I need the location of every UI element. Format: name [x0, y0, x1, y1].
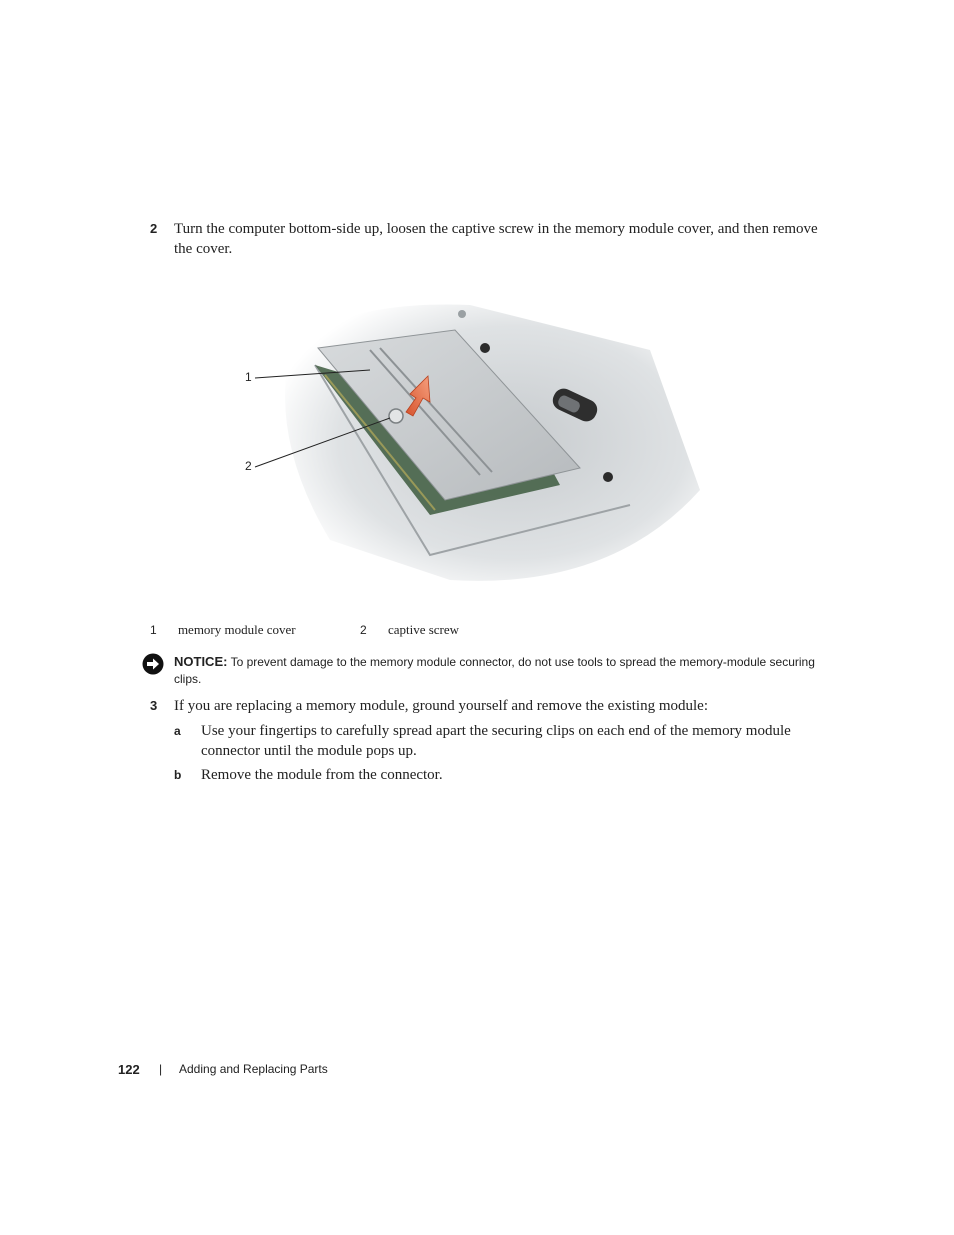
step-number: 2	[150, 221, 158, 236]
substep-a	[174, 721, 820, 761]
page-number: 122	[118, 1062, 140, 1077]
notice-box	[142, 653, 822, 688]
substep-text: Use your fingertips to carefully spread apart the securing clips on each end of the memory module connector until the module pops up.	[201, 723, 791, 759]
notice-arrow-icon	[142, 653, 164, 675]
step-text: Turn the computer bottom-side up, loosen the captive screw in the memory module cover, and then remove the cover.	[174, 221, 818, 257]
laptop-bottom-drawing	[230, 290, 710, 610]
legend-number: 1	[150, 623, 157, 637]
step-text: If you are replacing a memory module, ground yourself and remove the existing module:	[174, 698, 709, 714]
substep-letter: b	[174, 768, 182, 782]
notice-text: To prevent damage to the memory module connector, do not use tools to spread the memory-module securing clips.	[174, 655, 815, 686]
substep-letter: a	[174, 724, 181, 738]
step-number: 3	[150, 698, 158, 713]
footer-section-title: Adding and Replacing Parts	[179, 1062, 328, 1076]
notice-body	[174, 653, 822, 688]
substep-b	[174, 765, 820, 785]
legend-item-2	[360, 622, 459, 638]
legend-item-1	[150, 622, 296, 638]
legend-number: 2	[360, 623, 367, 637]
footer-separator: |	[159, 1062, 163, 1076]
step-2	[150, 219, 820, 259]
callout-2: 2	[245, 459, 252, 473]
notice-label: NOTICE:	[174, 654, 228, 669]
memory-cover-illustration	[230, 290, 710, 610]
substep-text: Remove the module from the connector.	[201, 767, 443, 783]
step-3	[150, 696, 820, 716]
callout-1: 1	[245, 370, 252, 384]
legend-label: memory module cover	[177, 622, 296, 637]
legend-label: captive screw	[387, 622, 460, 637]
